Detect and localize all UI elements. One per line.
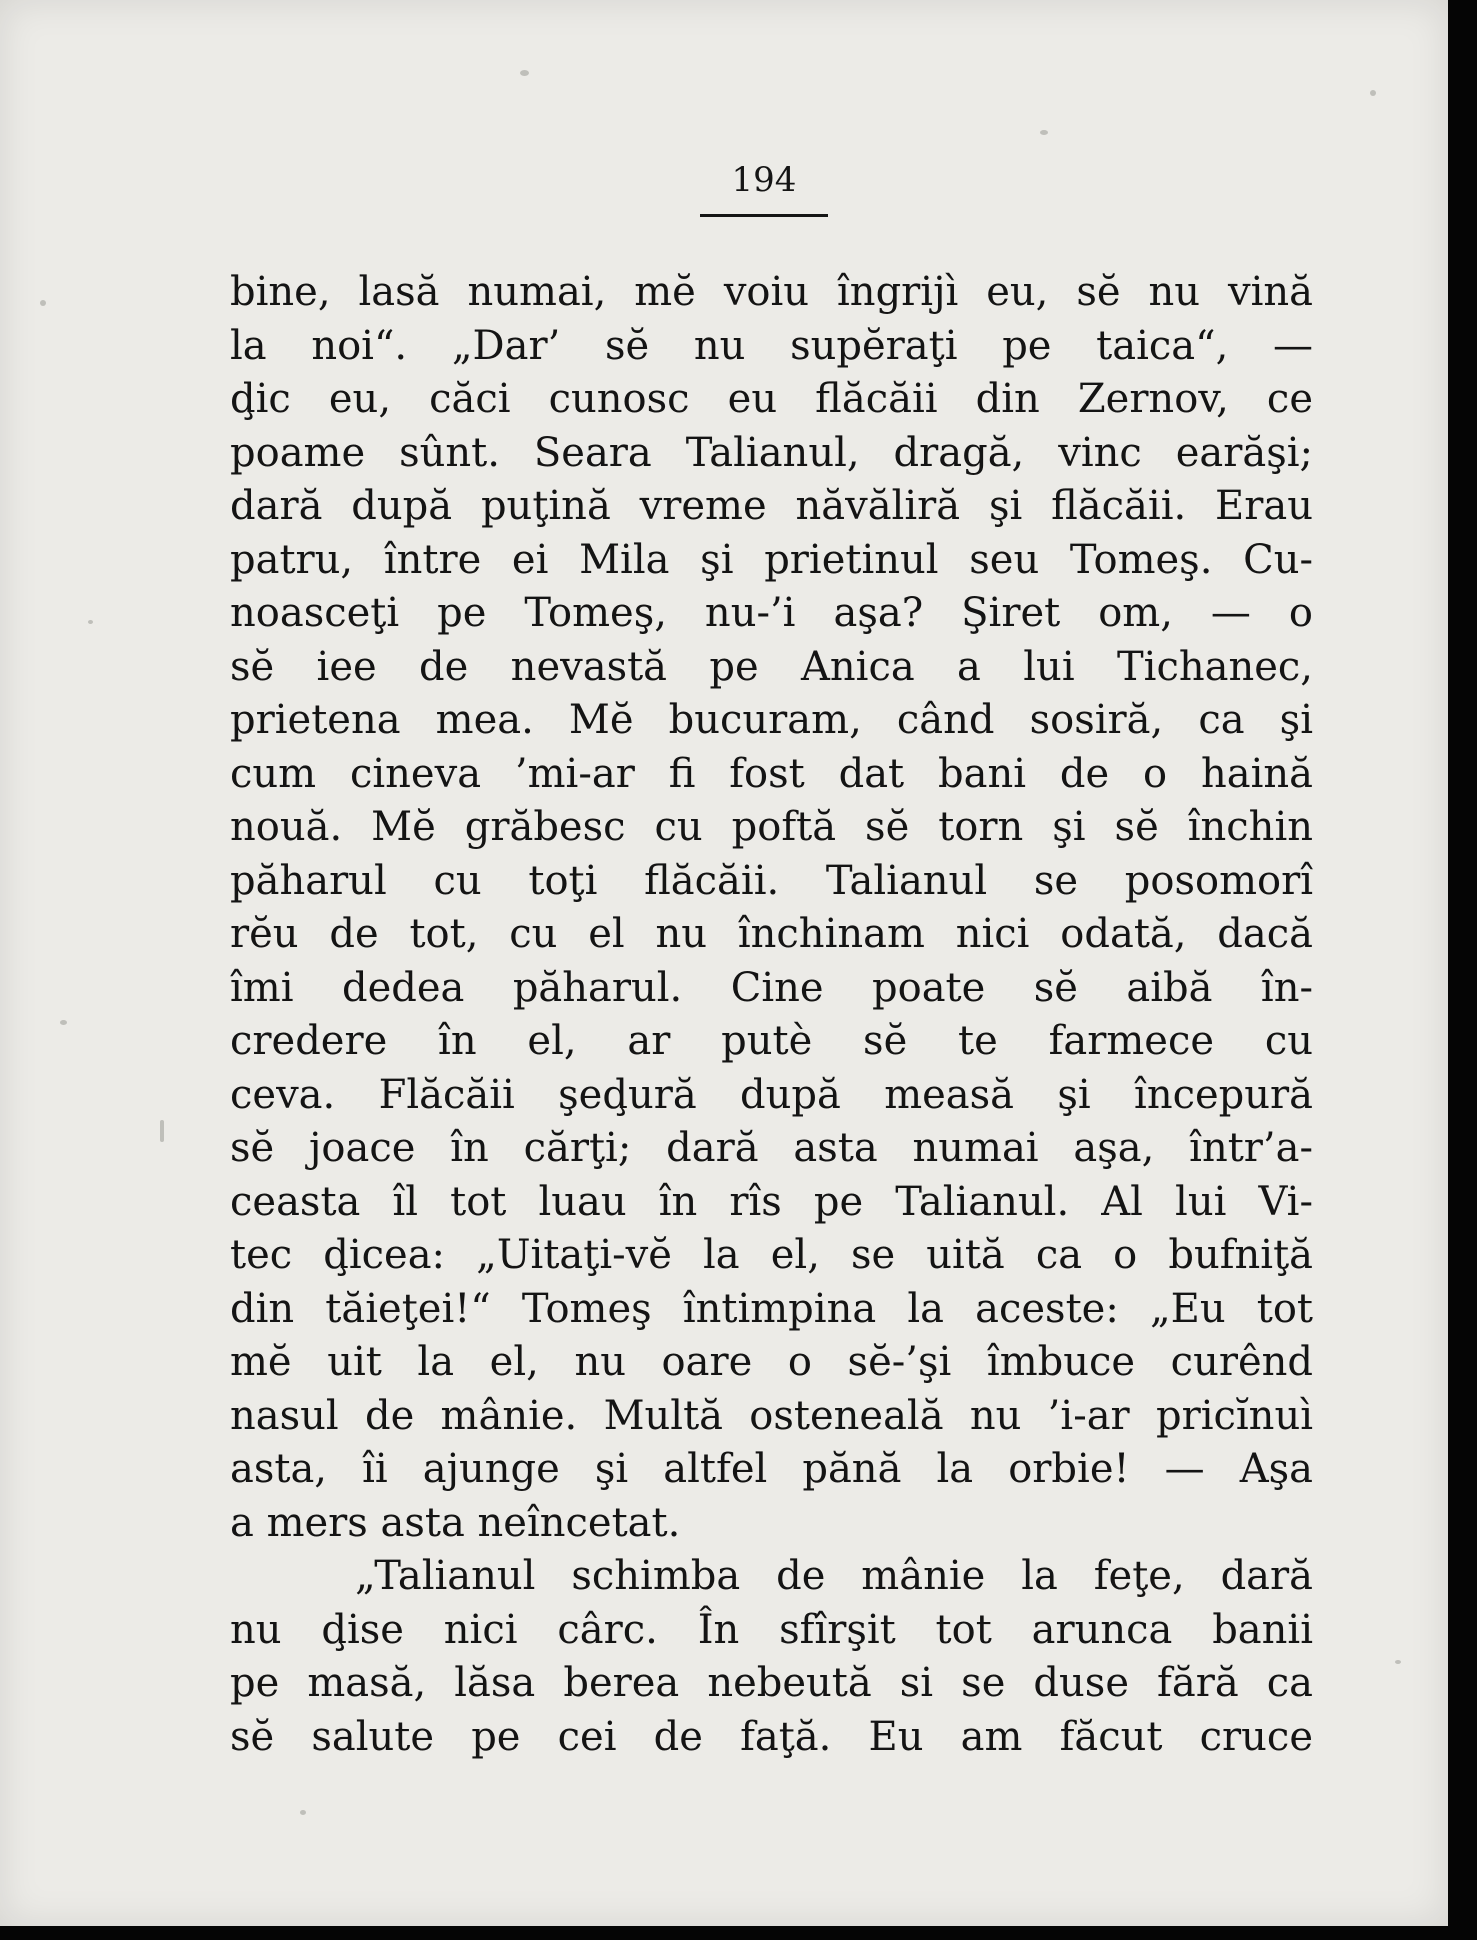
body-text xyxy=(230,266,1313,1764)
text-line: sĕ iee de nevastă pe Anica a lui Tichanec, xyxy=(230,643,1313,690)
text-line: „Talianul schimba de mânie la feţe, dară xyxy=(355,1553,1313,1599)
text-line: nu ḑise nici cârc. În sfîrşit tot arunca banii xyxy=(230,1606,1313,1653)
text-line: asta, îi ajunge şi altfel pănă la orbie! — Aşa xyxy=(230,1446,1313,1492)
text-line: mĕ uit la el, nu oare o sĕ-’şi îmbuce curênd xyxy=(230,1339,1313,1385)
paper-speck xyxy=(40,300,46,306)
text-line: poame sûnt. Seara Talianul, dragă, vinc earăşi; xyxy=(230,429,1313,476)
text-line: nasul de mânie. Multă osteneală nu ’i-ar pricĭnuì xyxy=(230,1392,1313,1439)
text-line: ḑic eu, căci cunosc eu flăcăii din Zernov, ce xyxy=(230,376,1313,422)
paper-speck xyxy=(1370,90,1376,96)
text-line: bine, lasă numai, mĕ voiu îngrijì eu, sĕ nu vină xyxy=(230,269,1313,315)
text-line: din tăieţei!“ Tomeş întimpina la aceste: „Eu tot xyxy=(230,1285,1313,1332)
text-line: la noi“. „Dar’ sĕ nu supĕraţi pe taica“, — xyxy=(230,322,1313,369)
scan-edge-bottom xyxy=(0,1926,1477,1940)
text-line: a mers asta neîncetat. xyxy=(230,1499,681,1546)
paper-speck xyxy=(88,620,93,624)
text-line: prietena mea. Mĕ bucuram, când sosiră, ca şi xyxy=(230,697,1313,743)
text-line: sĕ joace în cărţi; dară asta numai aşa, într’a- xyxy=(230,1125,1313,1171)
text-line: rĕu de tot, cu el nu închinam nici odată, dacă xyxy=(230,911,1313,957)
paper-speck xyxy=(1395,1660,1401,1664)
text-line: sĕ salute pe cei de faţă. Eu am făcut cruce xyxy=(230,1713,1313,1760)
text-line: cum cineva ’mi-ar fi fost dat bani de o haină xyxy=(230,750,1313,797)
text-line: ceasta îl tot luau în rîs pe Talianul. Al lui Vi- xyxy=(230,1178,1313,1225)
paper-speck xyxy=(520,70,529,76)
paper-speck xyxy=(160,1120,164,1142)
page-number: 194 xyxy=(731,160,797,200)
scan-edge-right xyxy=(1448,0,1477,1940)
paper-speck xyxy=(300,1810,306,1815)
text-line: noasceţi pe Tomeş, nu-’i aşa? Şiret om, — o xyxy=(230,590,1313,636)
page-number-rule xyxy=(700,214,828,217)
paper-speck xyxy=(1040,130,1048,135)
text-line: pe masă, lăsa berea nebeută si se duse fără ca xyxy=(230,1660,1313,1706)
text-line: nouă. Mĕ grăbesc cu poftă sĕ torn şi sĕ închin xyxy=(230,804,1313,850)
text-line: îmi dedea păharul. Cine poate sĕ aibă în- xyxy=(230,964,1313,1011)
text-line: dară după puţină vreme năvăliră şi flăcăii. Erau xyxy=(230,483,1313,529)
text-line: credere în el, ar putè sĕ te farmece cu xyxy=(230,1018,1313,1064)
paper-speck xyxy=(60,1020,67,1025)
text-line: păharul cu toţi flăcăii. Talianul se posomorî xyxy=(230,857,1313,904)
text-line: tec ḑicea: „Uitaţi-vĕ la el, se uită ca o bufniţă xyxy=(230,1232,1313,1278)
text-line: ceva. Flăcăii şeḑură după measă şi începură xyxy=(230,1071,1313,1118)
text-line: patru, între ei Mila şi prietinul seu Tomeş. Cu- xyxy=(230,536,1313,583)
